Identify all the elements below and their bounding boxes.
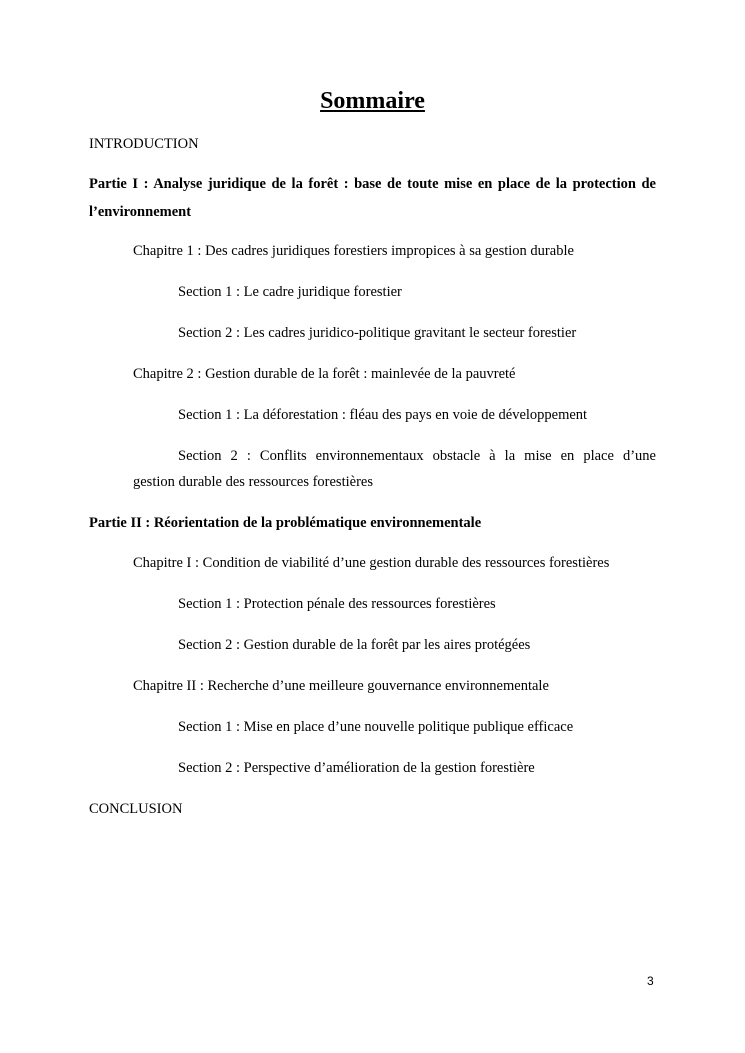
toc-part-1-chapter-1-section-2: Section 2 : Les cadres juridico-politique gravitant le secteur forestier bbox=[178, 325, 577, 341]
page-title: Sommaire bbox=[320, 88, 425, 114]
toc-part-1-chapter-2-section-2-line-1: Section 2 : Conflits environnementaux obstacle à la mise en place d’une bbox=[178, 448, 656, 464]
toc-part-2-chapter-1-section-1: Section 1 : Protection pénale des ressources forestières bbox=[178, 596, 496, 612]
toc-part-1-title-line-2: l’environnement bbox=[89, 204, 192, 220]
toc-part-1-chapter-2-section-1: Section 1 : La déforestation : fléau des pays en voie de développement bbox=[178, 407, 588, 423]
toc-part-2-chapter-2-section-2: Section 2 : Perspective d’amélioration de la gestion forestière bbox=[178, 760, 535, 776]
toc-part-1-chapter-2-section-2 bbox=[178, 446, 656, 466]
toc-part-2-chapter-1: Chapitre I : Condition de viabilité d’une gestion durable des ressources forestières bbox=[133, 555, 610, 571]
toc-part-1-chapter-2: Chapitre 2 : Gestion durable de la forêt : mainlevée de la pauvreté bbox=[133, 366, 516, 382]
toc-conclusion: CONCLUSION bbox=[89, 801, 183, 817]
toc-part-1-chapter-2-section-2-line-2: gestion durable des ressources forestières bbox=[133, 474, 373, 490]
toc-part-2-title: Partie II : Réorientation de la problématique environnementale bbox=[89, 515, 482, 531]
toc-part-1-chapter-1: Chapitre 1 : Des cadres juridiques forestiers impropices à sa gestion durable bbox=[133, 243, 574, 259]
toc-introduction: INTRODUCTION bbox=[89, 136, 199, 152]
page-number: 3 bbox=[647, 974, 654, 988]
toc-part-1-title bbox=[89, 174, 656, 222]
toc-part-1-title-line-1: Partie I : Analyse juridique de la forêt : base de toute mise en place de la protection de bbox=[89, 176, 656, 192]
toc-part-2-chapter-2: Chapitre II : Recherche d’une meilleure gouvernance environnementale bbox=[133, 678, 549, 694]
toc-part-2-chapter-2-section-1: Section 1 : Mise en place d’une nouvelle politique publique efficace bbox=[178, 719, 574, 735]
toc-part-1-chapter-1-section-1: Section 1 : Le cadre juridique forestier bbox=[178, 284, 402, 300]
toc-part-2-chapter-1-section-2: Section 2 : Gestion durable de la forêt par les aires protégées bbox=[178, 637, 531, 653]
